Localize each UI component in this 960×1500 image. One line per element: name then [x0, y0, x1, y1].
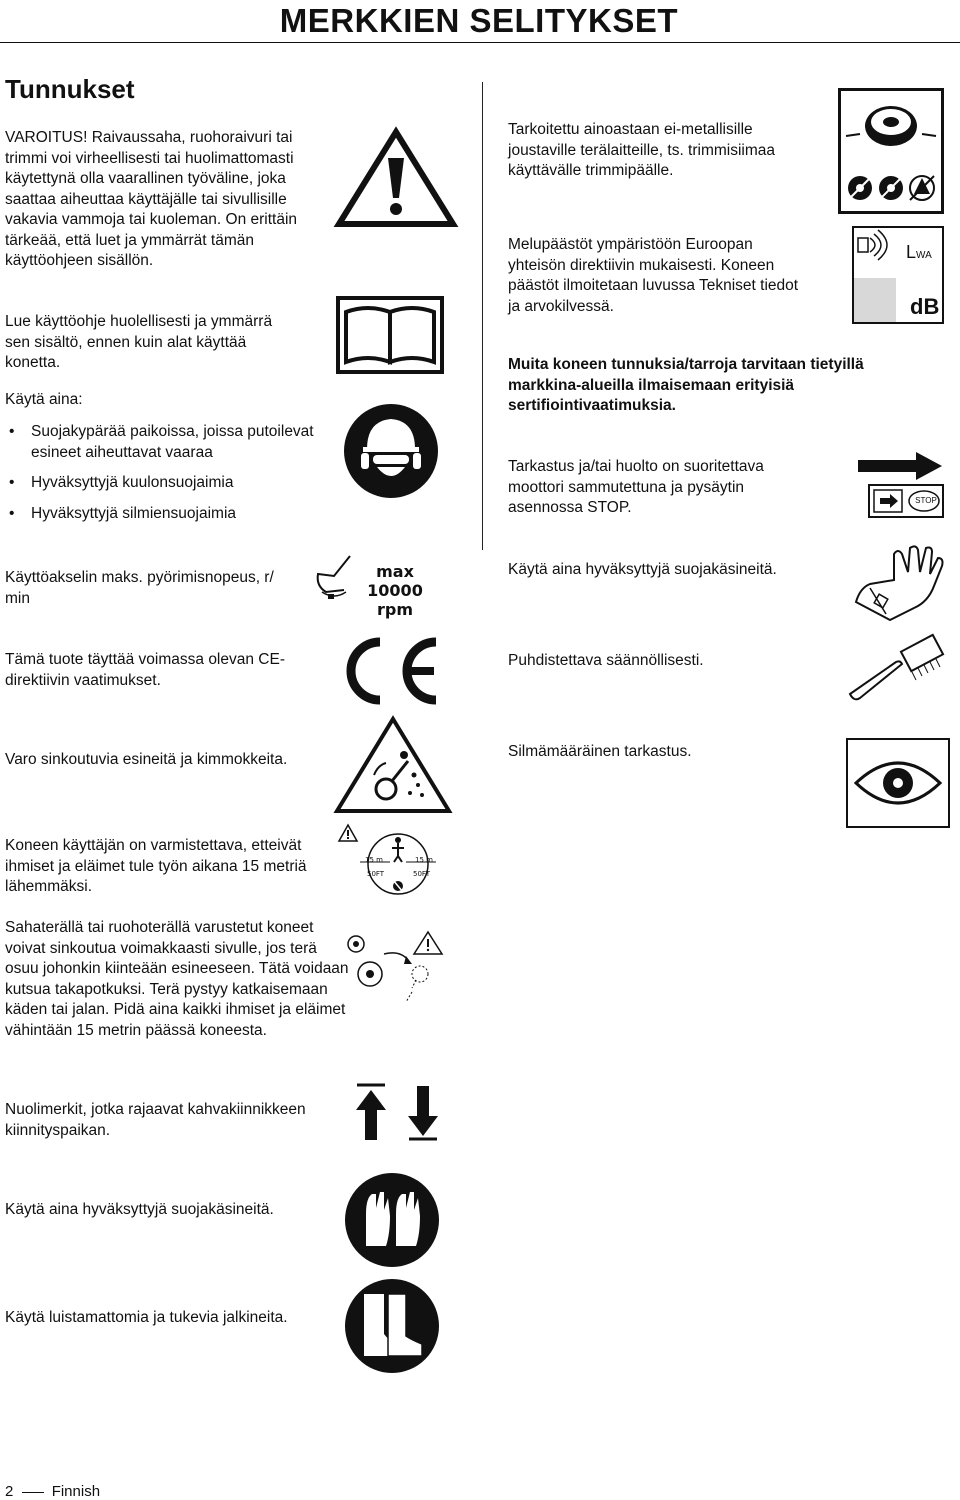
distance-label-right: 15 m — [415, 856, 433, 864]
gloves-text-right: Käytä aina hyväksyttyjä suojakäsineitä. — [508, 561, 777, 578]
stop-text: Tarkastus ja/tai huolto on suoritettava moottori sammutettuna ja pysäytin asennossa STOP. — [508, 458, 764, 516]
ppe-list — [5, 422, 340, 534]
kickback-icon — [342, 926, 446, 1008]
distance-warning-icon — [338, 824, 358, 842]
ppe-helmet-icon — [343, 403, 439, 499]
projectiles-text: Varo sinkoutuvia esineitä ja kimmokkeita. — [5, 751, 288, 768]
arrow-up-icon — [354, 1082, 388, 1142]
column-divider — [482, 82, 483, 550]
nonmetal-text: Tarkoitettu ainoastaan ei-metallisille joustaville terälaitteille, ts. trimmisiimaa käyttävälle trimmipäälle. — [508, 121, 776, 179]
gloves-mandatory-icon — [344, 1172, 440, 1268]
page-number: 2 — [5, 1483, 14, 1500]
always-use-label: Käytä aina: — [5, 391, 83, 408]
arrows-text: Nuolimerkit, jotka rajaavat kahvakiinnikkeen kiinnityspaikan. — [5, 1101, 306, 1139]
page-title: MERKKIEN SELITYKSET — [279, 2, 678, 39]
distance-label-left: 15 m — [365, 856, 383, 864]
distance-ft-left: 50FT — [367, 870, 385, 878]
stop-label: STOP — [915, 496, 937, 505]
header-divider — [0, 42, 960, 43]
lwa-label: LWA — [906, 242, 932, 262]
page-footer — [5, 1483, 100, 1500]
db-label: dB — [910, 294, 940, 319]
warning-text: VAROITUS! Raivaussaha, ruohoraivuri tai trimmi voi virheellisesti tai huolimattomasti käytettynä olla vaarallinen työväline, joka saattaa aiheuttaa käyttäjälle tai sivullisille vakavia vammoja tai kuoleman. On erittäin tärkeää, että luet ja ymmärrät tämän käyttöohjeen sisällön. — [5, 129, 298, 269]
safety-distance-icon — [360, 832, 436, 896]
clean-text: Puhdistettava säännöllisesti. — [508, 652, 704, 669]
distance-text: Koneen käyttäjän on varmistettava, etteivät ihmiset ja eläimet tule työn aikana 15 metriä lähemmäksi. — [5, 837, 307, 895]
list-item: • Hyväksyttyjä kuulonsuojaimia — [5, 473, 340, 494]
footer-language: Finnish — [51, 1483, 101, 1500]
boots-mandatory-icon — [344, 1278, 440, 1374]
other-symbols-text: Muita koneen tunnuksia/tarroja tarvitaan tietyillä markkina-alueilla ilmaisemaan erityisiä sertifiointivaatimuksia. — [508, 356, 864, 414]
inspect-text: Silmämääräinen tarkastus. — [508, 743, 692, 760]
manual-book-icon — [336, 296, 444, 374]
arrow-right-icon — [858, 450, 944, 484]
ce-text: Tämä tuote täyttää voimassa olevan CE-direktiivin vaatimukset. — [5, 651, 285, 689]
manual-text: Lue käyttöohje huolellisesti ja ymmärrä sen sisältö, ennen kuin alat käyttää konetta. — [5, 313, 273, 371]
warning-triangle-icon — [335, 128, 457, 228]
distance-ft-right: 50FT — [413, 870, 431, 878]
kickback-text: Sahaterällä tai ruohoterällä varustetut koneet voivat sinkoutua voimakkaasti sivulle, jos terä osuu johonkin kiinteään esineeseen. Tätä voidaan kutsua takapotkuksi. Terä pystyy katkaisemaan käden tai jalan. Pidä aina kaikki ihmiset ja eläimet vähintään 15 metrin päässä koneesta. — [5, 919, 349, 1039]
noise-text: Melupäästöt ympäristöön Euroopan yhteisön direktiivin mukaisesti. Koneen päästöt ilmoitetaan luvussa Tekniset tiedot ja arvokilvessä. — [508, 236, 799, 315]
speed-max-label: max 10000 rpm — [367, 562, 423, 619]
boots-text: Käytä luistamattomia ja tukevia jalkineita. — [5, 1309, 288, 1326]
glove-icon — [850, 544, 950, 624]
gloves-text-left: Käytä aina hyväksyttyjä suojakäsineitä. — [5, 1201, 274, 1218]
section-heading: Tunnukset — [5, 74, 135, 104]
eye-icon — [846, 738, 950, 828]
list-item: • Hyväksyttyjä silmiensuojaimia — [5, 504, 340, 525]
nonmetal-blade-icon — [838, 88, 944, 214]
brush-icon — [846, 632, 950, 702]
ce-mark-icon — [338, 632, 444, 710]
speed-text: Käyttöakselin maks. pyörimisnopeus, r/ min — [5, 569, 274, 607]
footer-dash — [22, 1492, 44, 1493]
list-item: • Suojakypärää paikoissa, joissa putoilevat esineet aiheuttavat vaaraa — [5, 422, 340, 463]
projectiles-warning-icon — [334, 715, 452, 815]
arrow-down-icon — [406, 1082, 440, 1142]
